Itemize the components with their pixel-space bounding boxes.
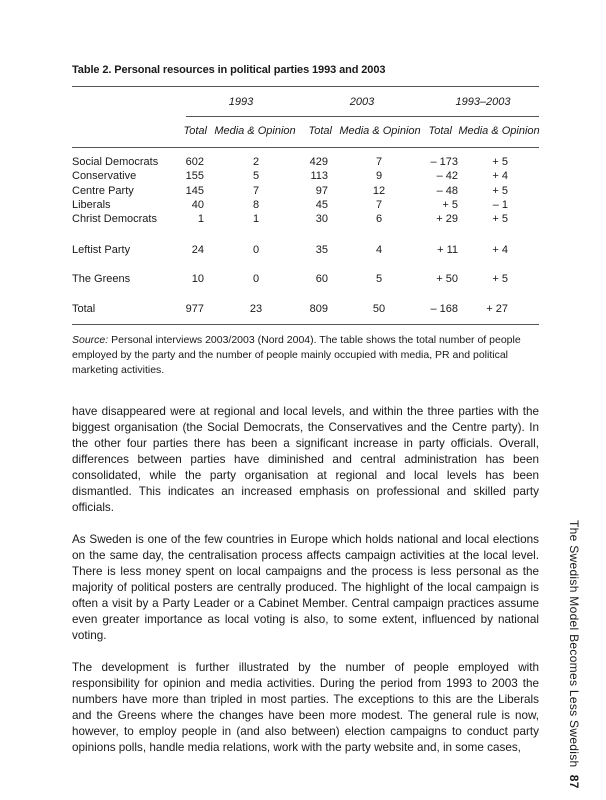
table-cell: + 29	[436, 213, 458, 225]
table-cell: 0	[252, 244, 260, 256]
row-label: Centre Party	[72, 185, 134, 197]
row-label: Liberals	[72, 199, 111, 211]
row-label: Christ Democrats	[72, 213, 157, 225]
table-cell: 145	[185, 185, 204, 197]
row-label: Conservative	[72, 170, 137, 182]
table-cell: 23	[249, 303, 263, 315]
table-cell: – 1	[492, 199, 508, 211]
table-cell: 429	[309, 156, 328, 168]
table-cell: + 4	[492, 170, 508, 182]
column-header-media-change: Media & Opinion	[458, 125, 540, 137]
table-cell: + 50	[436, 273, 458, 285]
table-cell: 6	[375, 213, 383, 225]
period-header-1993: 1993	[228, 96, 254, 108]
table-cell: 40	[191, 199, 204, 211]
table-header-rule	[186, 116, 539, 117]
source-label: Source:	[72, 334, 109, 346]
table-cell: 5	[375, 273, 383, 285]
column-header-media-2003: Media & Opinion	[339, 125, 421, 137]
table-cell: – 42	[436, 170, 458, 182]
table-cell: + 11	[437, 244, 458, 256]
table-cell: 12	[372, 185, 386, 197]
source-text: Personal interviews 2003/2003 (Nord 2004). The table shows the total number of people employed by the party and the number of people mainly occupied with media, PR and political marketing activities.	[72, 334, 521, 376]
table-cell: 35	[315, 244, 328, 256]
table-cell: 8	[252, 199, 260, 211]
row-label-total: Total	[72, 303, 96, 315]
period-header-2003: 2003	[349, 96, 375, 108]
table-bottom-rule	[72, 324, 539, 325]
table-cell: 7	[252, 185, 260, 197]
table-cell: 30	[315, 213, 328, 225]
table-cell: 97	[315, 185, 328, 197]
column-header-total-1993: Total	[183, 125, 207, 137]
table-cell: 0	[252, 273, 260, 285]
table-cell: – 48	[436, 185, 458, 197]
table-cell: – 168	[430, 303, 458, 315]
table-column-rule	[72, 147, 539, 148]
table-cell: 5	[252, 170, 260, 182]
row-label: Social Democrats	[72, 156, 159, 168]
running-header-title: The Swedish Model Becomes Less Swedish	[567, 520, 581, 768]
table-cell: 2	[252, 156, 260, 168]
period-header-change: 1993–2003	[455, 96, 511, 108]
body-paragraph: As Sweden is one of the few countries in Europe which holds national and local elections on the same day, the centralisation process affects campaign activities at the local level. There is less money spent on local campaigns and the process is less personal as the majority of political posters are centrally produced. The highlight of the local campaign is often a visit by a Party Leader or a Cabinet Member. Central campaign practices assume even greater importance as local voting is also, to some extent, influenced by national voting.	[72, 533, 539, 642]
table-cell: – 173	[430, 156, 458, 168]
column-header-media-1993: Media & Opinion	[214, 125, 296, 137]
table-cell: 1	[197, 213, 204, 225]
table-cell: + 5	[492, 156, 508, 168]
table-cell: 45	[315, 199, 328, 211]
column-header-total-change: Total	[428, 125, 452, 137]
table-cell: 1	[252, 213, 260, 225]
table-cell: 809	[309, 303, 328, 315]
row-label: Leftist Party	[72, 244, 131, 256]
page-number: 87	[567, 774, 581, 789]
table-cell: 7	[375, 156, 383, 168]
body-paragraph: The development is further illustrated by the number of people employed with responsibility for opinion and media activities. During the period from 1993 to 2003 the numbers have more than tripled in most parties. The exceptions to this are the Liberals and the Greens where the changes have been more modest. The general rule is now, however, to employ people in (and also between) election campaigns to conduct party opinions polls, handle media relations, work with the party website and, in some cases,	[72, 661, 539, 754]
table-cell: 9	[375, 170, 383, 182]
row-label: The Greens	[72, 273, 131, 285]
table-cell: 7	[375, 199, 383, 211]
table-cell: 50	[372, 303, 386, 315]
table-source-note	[72, 333, 542, 378]
running-header	[561, 520, 581, 789]
table-cell: + 27	[486, 303, 508, 315]
table-cell: + 4	[492, 244, 508, 256]
table-top-rule	[72, 86, 539, 87]
column-header-total-2003: Total	[308, 125, 332, 137]
table-title: Table 2. Personal resources in political parties 1993 and 2003	[72, 64, 386, 76]
table-cell: 113	[310, 170, 328, 182]
table-cell: 155	[185, 170, 204, 182]
table-cell: + 5	[492, 185, 508, 197]
table-cell: + 5	[492, 273, 508, 285]
table-cell: 977	[185, 303, 204, 315]
table-cell: 4	[375, 244, 383, 256]
table-cell: 60	[315, 273, 328, 285]
body-paragraph: have disappeared were at regional and local levels, and within the three parties with the biggest organisation (the Social Democrats, the Conservatives and the Centre party). In the other four parties there has been a significant increase in party officials. Overall, differences between parties have diminished and central administration has been consolidated, while the party organisation at regional and local levels has been dismantled. This indicates an increased emphasis on professional and skilled party officials.	[72, 405, 539, 514]
table-cell: 10	[191, 273, 204, 285]
table-cell: + 5	[492, 213, 508, 225]
table-cell: 24	[191, 244, 204, 256]
table-cell: + 5	[442, 199, 458, 211]
table-cell: 602	[185, 156, 204, 168]
